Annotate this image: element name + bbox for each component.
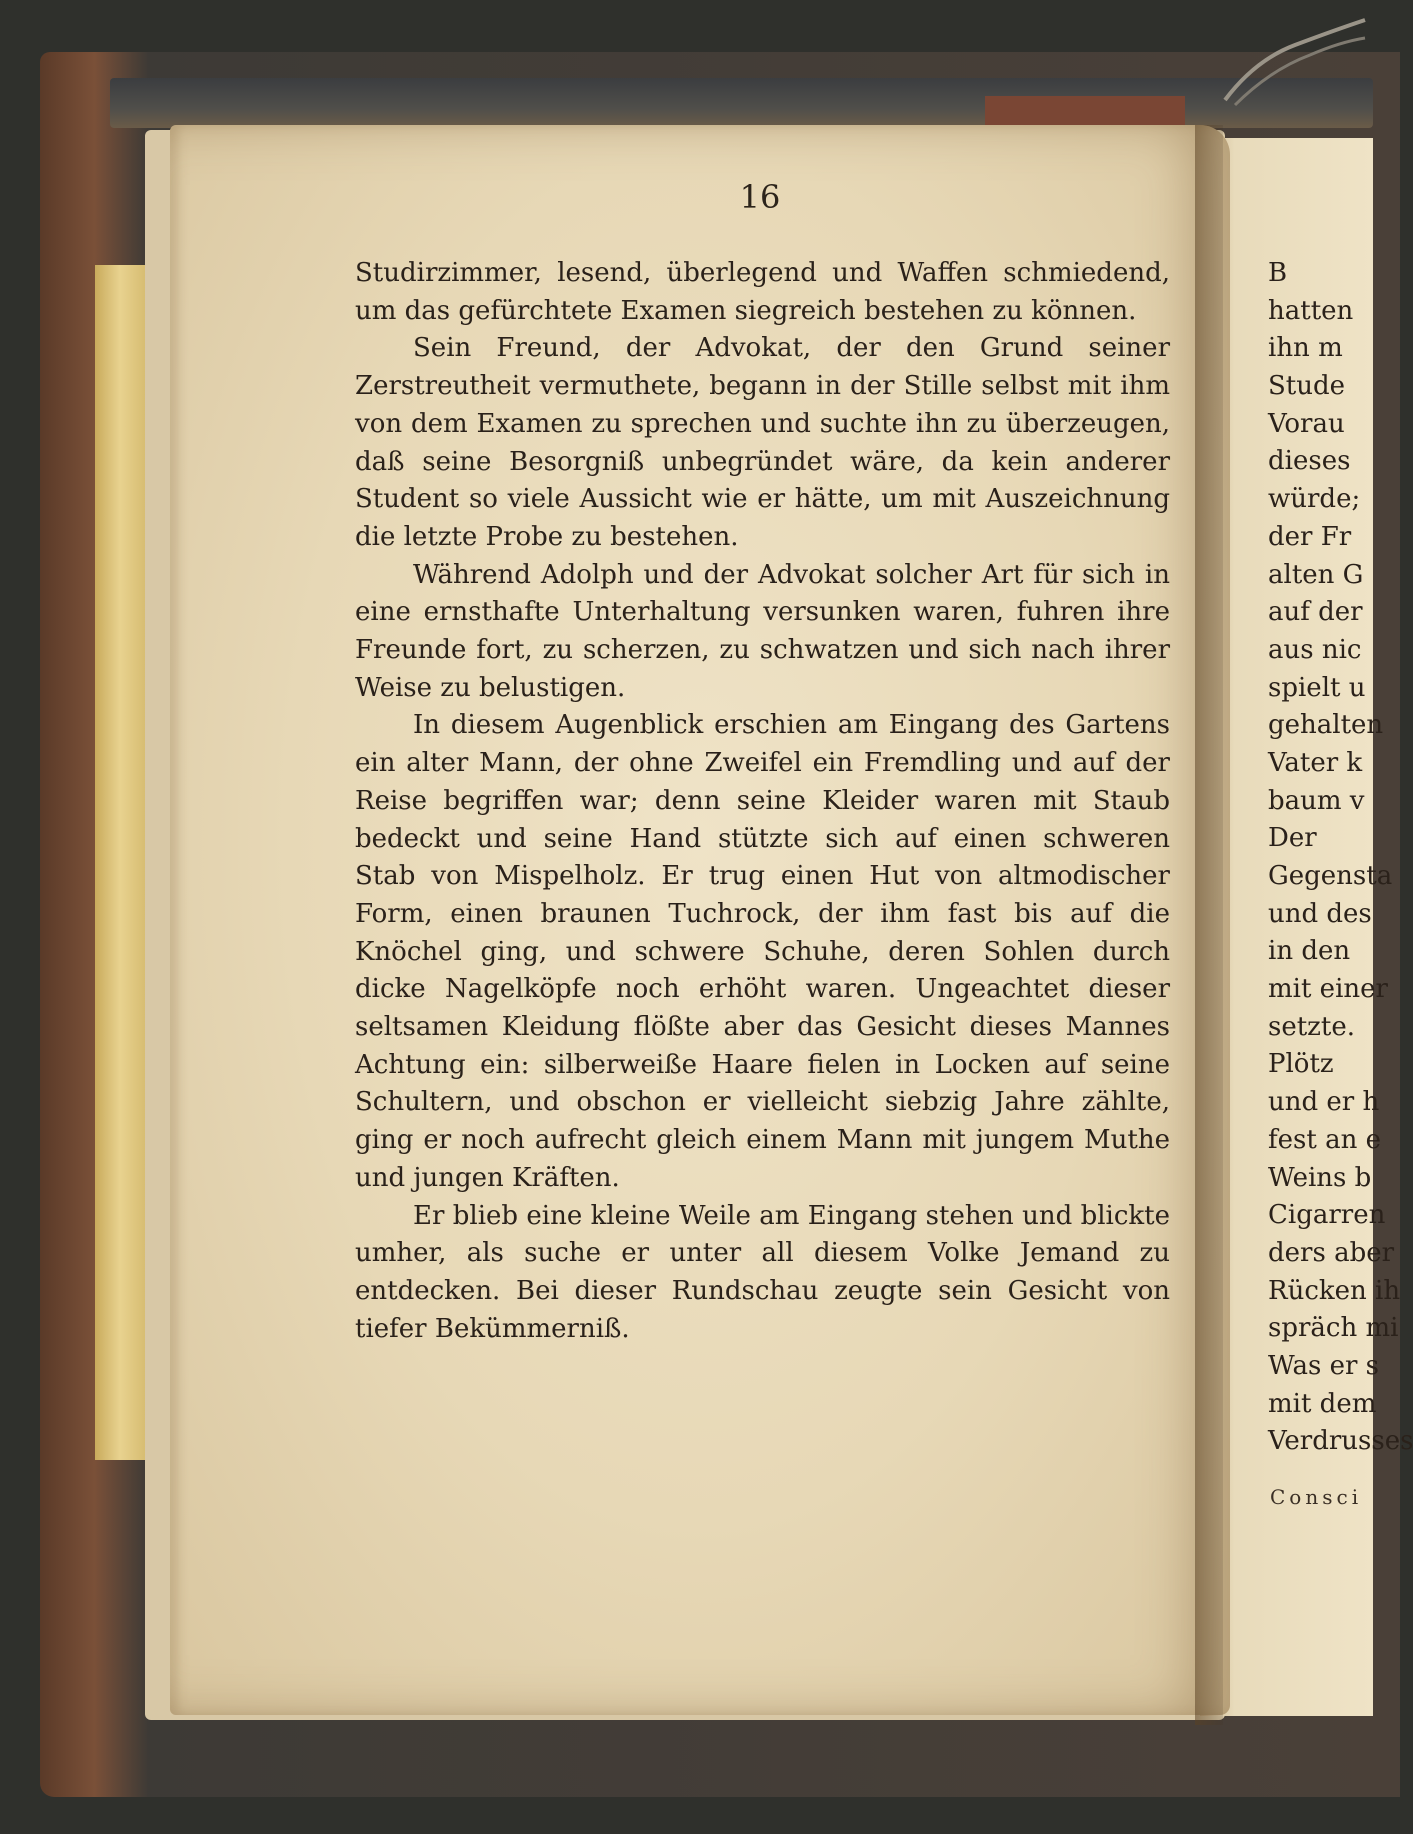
facing-page-line: fest an e [1268, 1124, 1381, 1155]
facing-page-line: mit einer [1268, 974, 1388, 1005]
page-number: 16 [739, 178, 781, 216]
facing-page-line: setzte. [1268, 1011, 1355, 1042]
bookmark-string-icon [1215, 0, 1365, 105]
facing-page-line: Stude [1268, 371, 1346, 402]
facing-page-line: Vater k [1268, 747, 1363, 778]
paragraph-3: Während Adolph und der Advokat solcher Art für sich in eine ernsthafte Unterhaltung versunken waren, fuhren ihre Freunde fort, zu scherzen, zu schwatzen und sich nach ihrer Weise zu belustigen. [355, 559, 1170, 703]
facing-page-line: der Fr [1268, 521, 1352, 552]
facing-page-line: auf der [1268, 597, 1363, 628]
facing-page-line: Was er s [1268, 1350, 1379, 1381]
book-gutter [1195, 125, 1223, 1725]
facing-page-line: ders aber [1268, 1237, 1395, 1268]
facing-page-line: spräch mi [1268, 1313, 1399, 1344]
facing-page-line: Verdrusses [1268, 1426, 1413, 1457]
facing-page-line: Cigarren [1268, 1200, 1386, 1231]
facing-page-line: Plötz [1268, 1049, 1334, 1080]
facing-page-line: Der [1268, 823, 1317, 854]
facing-page-line: Vorau [1268, 408, 1345, 439]
facing-page-text [1268, 255, 1413, 1461]
paragraph-5: Er blieb eine kleine Weile am Eingang stehen und blickte umher, als suche er unter all diesem Volke Jemand zu entdecken. Bei dieser Rundschau zeugte sein Gesicht von tiefer Bekümmerniß. [355, 1200, 1170, 1344]
facing-page-line: B [1268, 258, 1288, 288]
facing-page-line: aus nic [1268, 634, 1362, 665]
facing-page-line: ihn m [1268, 333, 1343, 364]
facing-page-line: Rücken ih [1268, 1275, 1401, 1306]
facing-page-signature: Consci [1270, 1485, 1363, 1509]
facing-page-line: spielt u [1268, 672, 1366, 703]
page-body-text [355, 255, 1170, 1348]
facing-page-line: dieses [1268, 446, 1351, 477]
paragraph-1: Studirzimmer, lesend, überlegend und Waffen schmiedend, um das gefürchtete Examen siegreich bestehen zu können. [355, 258, 1170, 326]
facing-page-line: würde; [1268, 484, 1361, 515]
facing-page-line: mit dem [1268, 1388, 1377, 1419]
facing-page-line: Weins b [1268, 1162, 1372, 1193]
paragraph-4: In diesem Augenblick erschien am Eingang des Gartens ein alter Mann, der ohne Zweifel ein Fremdling und auf der Reise begriffen war; denn seine Kleider waren mit Staub bedeckt und seine Hand stützte sich auf einen schweren Stab von Mispelholz. Er trug einen Hut von altmodischer Form, einen braunen Tuchrock, der ihm fast bis auf die Knöchel ging, und schwere Schuhe, deren Sohlen durch dicke Nagelköpfe noch erhöht waren. Ungeachtet dieser seltsamen Kleidung flößte aber das Gesicht dieses Mannes Achtung ein: silberweiße Haare fielen in Locken auf seine Schultern, und obschon er vielleicht siebzig Jahre zählte, ging er noch aufrecht gleich einem Mann mit jungem Muthe und jungen Kräften. [355, 710, 1170, 1193]
facing-page-line: in den [1268, 936, 1351, 967]
paragraph-2: Sein Freund, der Advokat, der den Grund seiner Zerstreutheit vermuthete, begann in der Stille selbst mit ihm von dem Examen zu sprechen und suchte ihn zu überzeugen, daß seine Besorgniß unbegründet wäre, da kein anderer Student so viele Aussicht wie er hätte, um mit Auszeichnung die letzte Probe zu bestehen. [355, 333, 1170, 552]
page-edge-strip [95, 265, 145, 1460]
facing-page-line: gehalten [1268, 710, 1384, 741]
facing-page-line: und er h [1268, 1087, 1380, 1118]
facing-page-line: hatten [1268, 295, 1354, 326]
facing-page-line: alten G [1268, 559, 1364, 590]
facing-page-line: und des [1268, 898, 1372, 929]
facing-page-line: baum v [1268, 785, 1365, 816]
facing-page-line: Gegensta [1268, 861, 1393, 891]
